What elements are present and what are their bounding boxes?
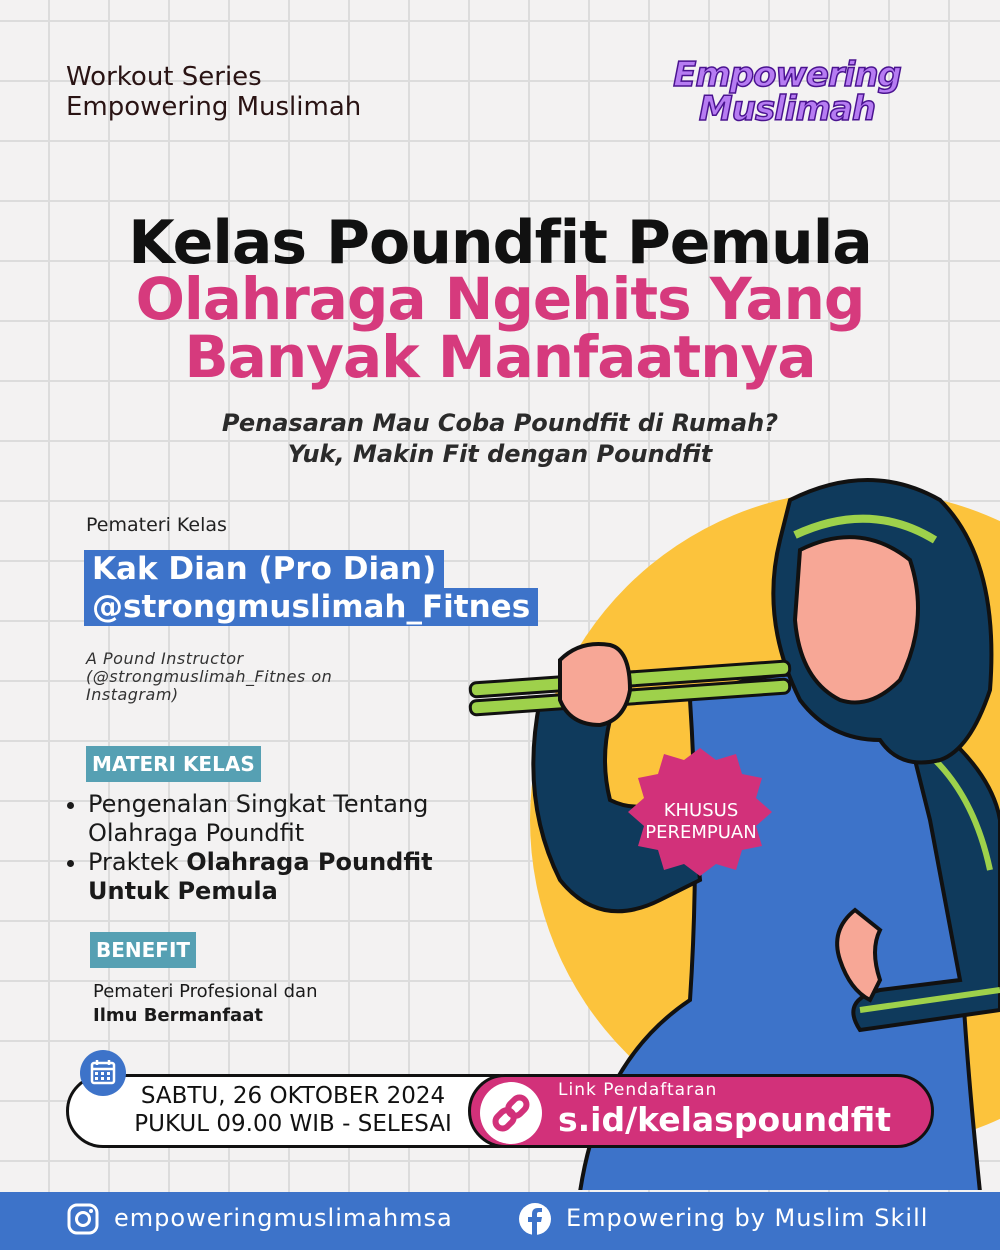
instagram-icon xyxy=(66,1202,100,1240)
calendar-icon xyxy=(80,1050,126,1096)
materi-item-2 xyxy=(88,848,508,906)
facebook-page[interactable]: Empowering by Muslim Skill xyxy=(566,1204,929,1232)
pink-headline-line1: Olahraga Ngehits Yang xyxy=(135,265,865,333)
speaker-name-box xyxy=(84,550,538,626)
speaker-desc-line3: Instagram) xyxy=(86,685,179,704)
facebook-icon xyxy=(518,1202,552,1240)
materi-item-1: • Pengenalan Singkat Tentang Olahraga Poundfit xyxy=(88,790,508,848)
speaker-desc-line1: A Pound Instructor xyxy=(86,649,244,668)
left-fist xyxy=(560,644,630,725)
schedule-date: SABTU, 26 OKTOBER 2024 xyxy=(140,1083,446,1109)
registration-label: Link Pendaftaran xyxy=(558,1080,718,1100)
speaker-handle: @strongmuslimah_Fitnes xyxy=(84,588,538,626)
benefit-text xyxy=(93,980,318,1028)
badge-line2: PEREMPUAN xyxy=(645,822,757,843)
benefit-line1: Pemateri Profesional dan xyxy=(93,981,318,1002)
pink-headline-line2: Banyak Manfaatnya xyxy=(184,323,816,391)
instagram-handle[interactable]: empoweringmuslimahmsa xyxy=(114,1204,453,1232)
materi-item-2-bold: Olahraga Poundfit Untuk Pemula xyxy=(88,848,433,905)
speaker-description xyxy=(86,650,332,704)
brand-logo xyxy=(672,55,902,129)
badge-text xyxy=(626,800,776,844)
speaker-label: Pemateri Kelas xyxy=(86,514,227,536)
materi-list xyxy=(60,790,508,906)
face xyxy=(795,537,918,702)
registration-link[interactable]: s.id/kelaspoundfit xyxy=(558,1100,891,1139)
logo-line1: Empowering xyxy=(673,55,901,95)
speaker-desc-line2: (@strongmuslimah_Fitnes on xyxy=(86,667,333,686)
materi-kelas-tag: MATERI KELAS xyxy=(86,746,261,782)
series-line1: Workout Series xyxy=(66,62,262,92)
schedule-text xyxy=(112,1082,474,1138)
materi-item-2-prefix: Praktek xyxy=(88,848,187,876)
pink-headline xyxy=(0,265,1000,391)
series-title xyxy=(66,62,361,122)
subtitle-line1: Penasaran Mau Coba Poundfit di Rumah? xyxy=(221,409,779,437)
badge-line1: KHUSUS xyxy=(663,800,739,821)
benefit-line2: Ilmu Bermanfaat xyxy=(93,1005,263,1026)
link-icon xyxy=(480,1082,542,1144)
benefit-tag: BENEFIT xyxy=(90,932,196,968)
logo-line2: Muslimah xyxy=(698,89,876,129)
subtitle-line2: Yuk, Makin Fit dengan Poundfit xyxy=(287,440,713,468)
subtitle xyxy=(0,408,1000,470)
speaker-name: Kak Dian (Pro Dian) xyxy=(84,550,444,588)
series-line2: Empowering Muslimah xyxy=(66,92,362,122)
main-title: Kelas Poundfit Pemula xyxy=(128,208,872,278)
schedule-time: PUKUL 09.00 WIB - SELESAI xyxy=(134,1111,452,1137)
